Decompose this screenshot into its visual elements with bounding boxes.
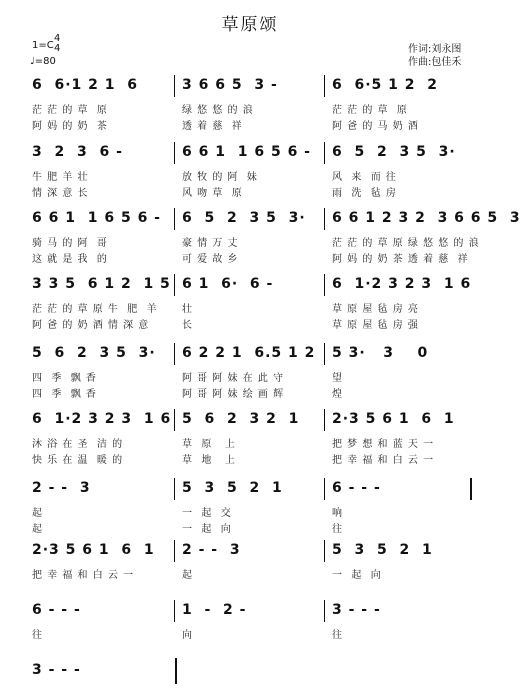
bar-line bbox=[324, 478, 325, 500]
lyric-verse-1: 沐 浴 在 圣 洁 的 bbox=[32, 439, 124, 450]
lyric-verse-1: 草 原 屋 毡 房 亮 bbox=[332, 304, 419, 315]
bar-line bbox=[324, 600, 325, 622]
measure-notes: 6 6 1 1 6 5 6 - bbox=[182, 144, 311, 160]
lyric-verse-2: 把 幸 福 和 白 云 一 bbox=[332, 455, 435, 466]
song-title: 草原颂 bbox=[221, 15, 279, 35]
bar-line bbox=[174, 409, 175, 431]
lyric-verse-1: 一 起 交 bbox=[182, 508, 232, 519]
lyric-verse-2: 起 bbox=[32, 524, 43, 535]
bar-line bbox=[174, 274, 175, 296]
bar-line bbox=[324, 208, 325, 230]
bar-line bbox=[324, 343, 325, 365]
bar-line bbox=[174, 540, 175, 562]
lyric-verse-1: 一 起 向 bbox=[332, 570, 382, 581]
repeat-bar bbox=[470, 478, 472, 500]
measure-notes: 6 6 1 1 6 5 6 - bbox=[32, 210, 161, 226]
bar-line bbox=[174, 600, 175, 622]
bar-line bbox=[174, 478, 175, 500]
bar-line bbox=[174, 343, 175, 365]
lyric-verse-1: 茫 茫 的 草 原 牛 肥 羊 bbox=[32, 304, 158, 315]
lyric-verse-1: 把 幸 福 和 白 云 一 bbox=[32, 570, 135, 581]
lyric-verse-1: 望 bbox=[332, 373, 343, 384]
measure-notes: 5 3· 3 0 bbox=[332, 345, 429, 361]
measure-notes: 5 3 5 2 1 bbox=[332, 542, 433, 558]
lyric-verse-1: 茫 茫 的 草 原 bbox=[32, 105, 108, 116]
measure-notes: 5 6 2 3 2 1 bbox=[182, 411, 300, 427]
lyric-verse-1: 往 bbox=[332, 630, 343, 641]
final-bar bbox=[175, 658, 177, 684]
measure-notes: 6 2 2 1 6.5 1 2 bbox=[182, 345, 316, 361]
measure-notes: 2 - - 3 bbox=[32, 480, 91, 496]
lyric-verse-1: 往 bbox=[32, 630, 43, 641]
lyric-verse-2: 往 bbox=[332, 524, 343, 535]
measure-notes: 6 6·1 2 1 6 bbox=[32, 77, 139, 93]
lyric-verse-1: 骑 马 的 阿 哥 bbox=[32, 238, 108, 249]
lyric-verse-2: 草 原 屋 毡 房 强 bbox=[332, 320, 419, 331]
lyric-verse-1: 放 牧 的 阿 妹 bbox=[182, 172, 258, 183]
measure-notes: 1 - 2 - bbox=[182, 602, 247, 618]
lyric-verse-2: 一 起 向 bbox=[182, 524, 232, 535]
lyric-verse-1: 阿 哥 阿 妹 在 此 守 bbox=[182, 373, 285, 384]
time-signature bbox=[54, 34, 60, 54]
lyric-verse-2: 阿 爸 的 马 奶 酒 bbox=[332, 121, 419, 132]
lyric-verse-1: 起 bbox=[32, 508, 43, 519]
measure-notes: 6 1·2 3 2 3 1 6 bbox=[32, 411, 172, 427]
lyricist-credit: 作词:刘永图 bbox=[408, 44, 462, 55]
lyric-verse-1: 响 bbox=[332, 508, 343, 519]
lyric-verse-1: 起 bbox=[182, 570, 193, 581]
tempo-mark: ♩=80 bbox=[30, 56, 56, 67]
bar-line bbox=[324, 409, 325, 431]
lyric-verse-2: 风 吻 草 原 bbox=[182, 188, 243, 199]
lyric-verse-1: 四 季 飘 香 bbox=[32, 373, 97, 384]
lyric-verse-2: 快 乐 在 温 暖 的 bbox=[32, 455, 124, 466]
meter-top: 4 bbox=[54, 33, 61, 44]
lyric-verse-2: 阿 妈 的 奶 茶 透 着 慈 祥 bbox=[332, 254, 469, 265]
lyric-verse-2: 这 就 是 我 的 bbox=[32, 254, 108, 265]
measure-notes: 3 - - - bbox=[332, 602, 381, 618]
measure-notes: 6 - - - bbox=[332, 480, 381, 496]
meter-bottom: 4 bbox=[54, 43, 61, 54]
lyric-verse-2: 煌 bbox=[332, 389, 343, 400]
lyric-verse-1: 豪 情 万 丈 bbox=[182, 238, 239, 249]
lyric-verse-1: 风 来 而 往 bbox=[332, 172, 397, 183]
lyric-verse-2: 四 季 飘 香 bbox=[32, 389, 97, 400]
measure-notes: 6 5 2 3 5 3· bbox=[182, 210, 306, 226]
lyric-verse-1: 茫 茫 的 草 原 bbox=[332, 105, 408, 116]
lyric-verse-2: 长 bbox=[182, 320, 193, 331]
measure-notes: 6 - - - bbox=[32, 602, 81, 618]
bar-line bbox=[324, 540, 325, 562]
lyric-verse-1: 牛 肥 羊 壮 bbox=[32, 172, 89, 183]
measure-notes: 6 1 6· 6 - bbox=[182, 276, 274, 292]
lyric-verse-2: 透 着 慈 祥 bbox=[182, 121, 243, 132]
lyric-verse-1: 把 梦 想 和 蓝 天 一 bbox=[332, 439, 435, 450]
bar-line bbox=[324, 274, 325, 296]
measure-notes: 3 2 3 6 - bbox=[32, 144, 123, 160]
lyric-verse-1: 草 原 上 bbox=[182, 439, 236, 450]
measure-notes: 3 6 6 5 3 - bbox=[182, 77, 278, 93]
measure-notes: 3 - - - bbox=[32, 662, 81, 678]
lyric-verse-1: 向 bbox=[182, 630, 193, 641]
lyric-verse-2: 可 爱 故 乡 bbox=[182, 254, 239, 265]
measure-notes: 2·3 5 6 1 6 1 bbox=[332, 411, 455, 427]
measure-notes: 6 1·2 3 2 3 1 6 bbox=[332, 276, 472, 292]
lyric-verse-2: 阿 哥 阿 妹 绘 画 辉 bbox=[182, 389, 285, 400]
measure-notes: 6 6 1 2 3 2 3 6 6 5 3 bbox=[332, 210, 521, 226]
measure-notes: 2·3 5 6 1 6 1 bbox=[32, 542, 155, 558]
lyric-verse-2: 情 深 意 长 bbox=[32, 188, 89, 199]
composer-credit: 作曲:包佳禾 bbox=[408, 57, 462, 68]
lyric-verse-1: 茫 茫 的 草 原 绿 悠 悠 的 浪 bbox=[332, 238, 480, 249]
measure-notes: 5 6 2 3 5 3· bbox=[32, 345, 156, 361]
measure-notes: 2 - - 3 bbox=[182, 542, 241, 558]
bar-line bbox=[174, 75, 175, 97]
lyric-verse-2: 草 地 上 bbox=[182, 455, 236, 466]
lyric-verse-1: 壮 bbox=[182, 304, 193, 315]
measure-notes: 6 6·5 1 2 2 bbox=[332, 77, 439, 93]
key-signature: 1=C bbox=[32, 40, 54, 51]
bar-line bbox=[324, 75, 325, 97]
measure-notes: 6 5 2 3 5 3· bbox=[332, 144, 456, 160]
bar-line bbox=[174, 142, 175, 164]
lyric-verse-1: 绿 悠 悠 的 浪 bbox=[182, 105, 254, 116]
lyric-verse-2: 雨 洗 毡 房 bbox=[332, 188, 397, 199]
measure-notes: 3 3 5 6 1 2 1 5 bbox=[32, 276, 171, 292]
lyric-verse-2: 阿 爸 的 奶 酒 情 深 意 bbox=[32, 320, 150, 331]
measure-notes: 5 3 5 2 1 bbox=[182, 480, 283, 496]
bar-line bbox=[174, 208, 175, 230]
bar-line bbox=[324, 142, 325, 164]
lyric-verse-2: 阿 妈 的 奶 茶 bbox=[32, 121, 108, 132]
